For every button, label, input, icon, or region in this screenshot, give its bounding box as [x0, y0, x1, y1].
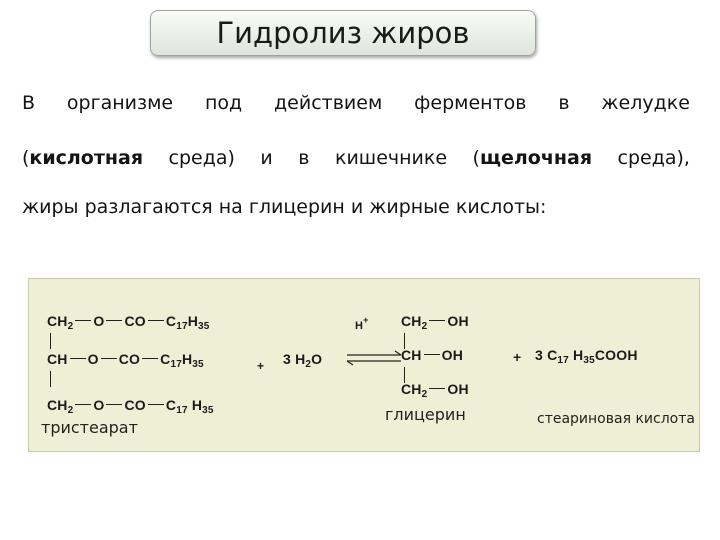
acid-phrase	[22, 147, 143, 169]
alkaline-term: щелочная	[479, 147, 593, 169]
word: и	[260, 147, 273, 169]
plus-sign-2: +	[513, 349, 522, 365]
glycerol-row-3: $CH_2$ OH	[401, 381, 469, 400]
acid-formula: 3 $C_{17}$ $H_{35}COOH$	[535, 347, 638, 366]
word: действием	[274, 92, 383, 114]
word: ферментов	[414, 92, 527, 114]
reaction-panel	[28, 278, 700, 452]
paren-open: (	[472, 147, 480, 169]
reactant-row-3: $CH_2$ O CO $C_{17}$ $H_{35}$	[47, 397, 214, 416]
water-formula: 3 $H_2O$	[283, 351, 323, 370]
glycerol-row-2: CH OH	[401, 347, 464, 363]
equilibrium-arrow-icon	[345, 349, 403, 367]
glycerol-row-1: $CH_2$ OH	[401, 313, 469, 332]
paren-open: (	[22, 147, 30, 169]
word: желудке	[601, 92, 690, 114]
reactant-label: тристеарат	[41, 418, 138, 437]
plus-sign: +	[257, 359, 265, 373]
reactant-bond-1	[50, 333, 51, 349]
paragraph-line-3: жиры разлагаются на глицерин и жирные кислоты:	[22, 196, 547, 218]
word: среда),	[617, 147, 690, 169]
reactant-row-1: $CH_2$ O CO $C_{17}H_{35}$	[47, 313, 210, 332]
glycerol-label: глицерин	[385, 405, 466, 424]
title-box	[150, 10, 536, 56]
page-title: Гидролиз жиров	[216, 16, 470, 50]
paragraph-line-2	[22, 147, 690, 169]
word: в	[298, 147, 310, 169]
catalyst: H+	[355, 315, 369, 332]
word: в	[558, 92, 570, 114]
acid-term: кислотная	[29, 147, 144, 169]
word: организме	[66, 92, 174, 114]
alkaline-phrase	[473, 147, 592, 169]
word: под	[204, 92, 243, 114]
word: кишечнике	[334, 147, 448, 169]
word: среда)	[168, 147, 235, 169]
paragraph-line-1	[22, 92, 690, 114]
reactant-bond-2	[50, 371, 51, 387]
reactant-row-2: CH O CO $C_{17}H_{35}$	[47, 351, 204, 370]
acid-label: стеариновая кислота	[537, 411, 695, 427]
word: В	[22, 92, 36, 114]
